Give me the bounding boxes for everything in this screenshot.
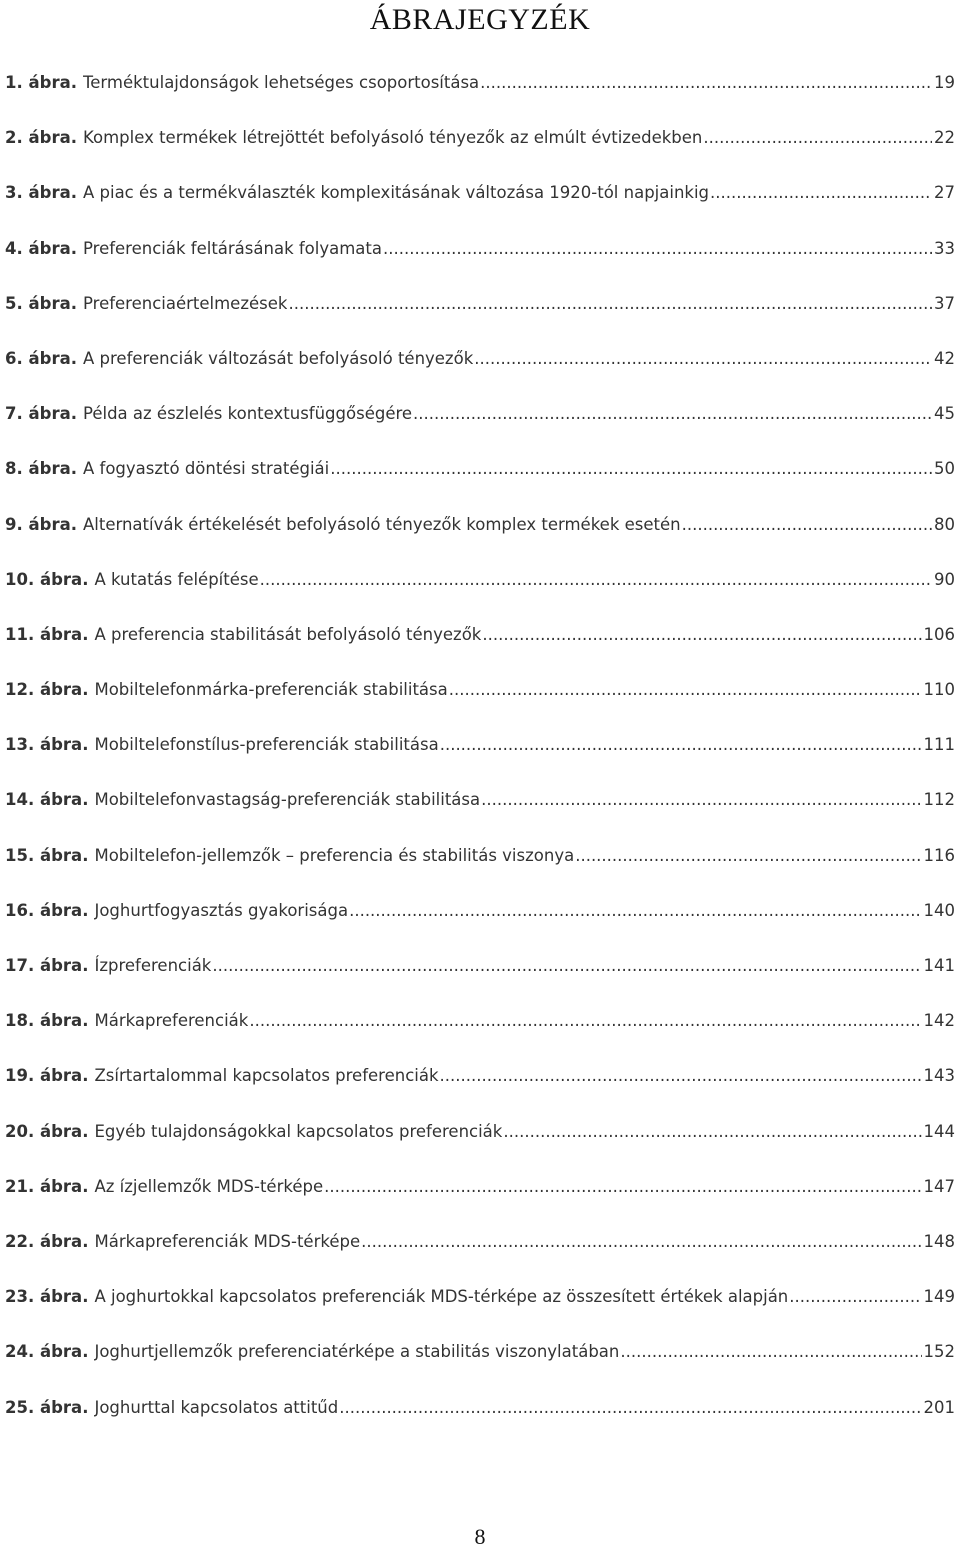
entry-number: 7. ábra. xyxy=(5,404,77,424)
entry-title: Zsírtartalommal kapcsolatos preferenciák xyxy=(94,1066,439,1086)
toc-entry[interactable] xyxy=(0,1390,960,1445)
dot-leader xyxy=(349,893,921,929)
entry-title: Komplex termékek létrejöttét befolyásoló tényezők az elmúlt évtizedekben xyxy=(82,128,703,148)
entry-page: 110 xyxy=(923,680,955,700)
entry-page: 111 xyxy=(923,735,955,755)
entry-title: A piac és a termékválaszték komplexitásának változása 1920-tól napjainkig xyxy=(82,183,710,203)
toc-entry[interactable] xyxy=(0,672,960,727)
entry-title: Mobiltelefonstílus-preferenciák stabilitása xyxy=(94,735,439,755)
entry-title: A joghurtokkal kapcsolatos preferenciák MDS-térképe az összesített értékek alapján xyxy=(94,1287,789,1307)
dot-leader xyxy=(474,341,932,377)
toc-entry[interactable] xyxy=(0,396,960,451)
entry-page: 112 xyxy=(923,790,955,810)
entry-number: 13. ábra. xyxy=(5,735,89,755)
toc-entry[interactable] xyxy=(0,1279,960,1334)
entry-title: Egyéb tulajdonságokkal kapcsolatos preferenciák xyxy=(94,1121,503,1141)
toc-entry[interactable] xyxy=(0,120,960,175)
entry-number: 21. ábra. xyxy=(5,1176,89,1196)
entry-title: Joghurtjellemzők preferenciatérképe a stabilitás viszonylatában xyxy=(94,1342,620,1362)
entry-page: 19 xyxy=(934,73,955,92)
entry-page: 141 xyxy=(923,956,955,975)
entry-page: 201 xyxy=(923,1397,955,1417)
entry-title: A kutatás felépítése xyxy=(94,569,259,589)
entry-number: 25. ábra. xyxy=(5,1397,89,1417)
entry-title: Márkapreferenciák xyxy=(94,1011,249,1031)
entry-number: 22. ábra. xyxy=(5,1231,89,1251)
toc-entry[interactable] xyxy=(0,838,960,893)
entry-page: 143 xyxy=(923,1066,955,1086)
entry-title: Mobiltelefonvastagság-preferenciák stabilitása xyxy=(94,790,481,810)
entry-number: 12. ábra. xyxy=(5,680,89,700)
dot-leader xyxy=(413,396,932,432)
dot-leader xyxy=(480,65,932,101)
entry-title: Mobiltelefon-jellemzők – preferencia és stabilitás viszonya xyxy=(94,845,575,865)
entry-number: 19. ábra. xyxy=(5,1066,89,1086)
dot-leader xyxy=(288,286,932,322)
entry-title: Ízpreferenciák xyxy=(94,956,212,975)
entry-title: Az ízjellemzők MDS-térképe xyxy=(94,1176,324,1196)
entry-page: 27 xyxy=(934,183,955,203)
entry-number: 9. ábra. xyxy=(5,514,77,534)
dot-leader xyxy=(575,838,921,874)
entry-page: 37 xyxy=(934,293,955,313)
entry-number: 17. ábra. xyxy=(5,956,89,975)
toc-entry[interactable] xyxy=(0,1334,960,1389)
dot-leader xyxy=(481,782,921,818)
entry-title: Márkapreferenciák MDS-térképe xyxy=(94,1231,361,1251)
entry-number: 11. ábra. xyxy=(5,624,89,644)
entry-page: 149 xyxy=(923,1287,955,1307)
dot-leader xyxy=(789,1279,921,1315)
entry-title: Alternatívák értékelését befolyásoló tényezők komplex termékek esetén xyxy=(82,514,681,534)
toc-entry[interactable] xyxy=(0,1114,960,1169)
toc-entry[interactable] xyxy=(0,727,960,782)
entry-page: 42 xyxy=(934,348,955,368)
dot-leader xyxy=(339,1390,921,1426)
toc-entry[interactable] xyxy=(0,948,960,1003)
dot-leader xyxy=(449,672,922,708)
entry-title: Preferenciaértelmezések xyxy=(82,293,288,313)
toc-entry[interactable] xyxy=(0,617,960,672)
entry-number: 1. ábra. xyxy=(5,73,77,92)
entry-number: 14. ábra. xyxy=(5,790,89,810)
toc-entry[interactable] xyxy=(0,1224,960,1279)
entry-page: 152 xyxy=(923,1342,955,1362)
toc-entry[interactable] xyxy=(0,893,960,948)
entry-number: 23. ábra. xyxy=(5,1287,89,1307)
entry-page: 33 xyxy=(934,238,955,258)
dot-leader xyxy=(260,562,932,598)
entry-page: 116 xyxy=(923,845,955,865)
toc-entry[interactable] xyxy=(0,231,960,286)
page-number: 8 xyxy=(474,1524,486,1549)
dot-leader xyxy=(361,1224,921,1260)
dot-leader xyxy=(212,948,921,984)
dot-leader xyxy=(440,727,922,763)
toc-entry[interactable] xyxy=(0,65,960,120)
dot-leader xyxy=(440,1058,922,1094)
entry-title: Joghurttal kapcsolatos attitűd xyxy=(94,1397,339,1417)
toc-entry[interactable] xyxy=(0,1003,960,1058)
toc-entry[interactable] xyxy=(0,341,960,396)
dot-leader xyxy=(383,231,932,267)
entry-title: Preferenciák feltárásának folyamata xyxy=(82,238,382,258)
entry-page: 147 xyxy=(923,1176,955,1196)
dot-leader xyxy=(620,1334,921,1370)
entry-number: 3. ábra. xyxy=(5,183,77,203)
dot-leader xyxy=(482,617,921,653)
entry-number: 16. ábra. xyxy=(5,900,89,920)
toc-entry[interactable] xyxy=(0,507,960,562)
toc-entry[interactable] xyxy=(0,562,960,617)
entry-title: A preferenciák változását befolyásoló tényezők xyxy=(82,348,474,368)
entry-number: 8. ábra. xyxy=(5,459,77,479)
entry-page: 142 xyxy=(923,1011,955,1031)
toc-entry[interactable] xyxy=(0,175,960,230)
entry-title: A preferencia stabilitását befolyásoló tényezők xyxy=(94,624,482,644)
page-title: ÁBRAJEGYZÉK xyxy=(369,3,591,36)
entry-number: 18. ábra. xyxy=(5,1011,89,1031)
entry-page: 80 xyxy=(934,514,955,534)
entry-title: A fogyasztó döntési stratégiái xyxy=(82,459,330,479)
entry-number: 15. ábra. xyxy=(5,845,89,865)
entry-title: Példa az észlelés kontextusfüggőségére xyxy=(82,404,413,424)
entry-page: 144 xyxy=(923,1121,955,1141)
entry-title: Joghurtfogyasztás gyakorisága xyxy=(94,900,349,920)
entry-number: 24. ábra. xyxy=(5,1342,89,1362)
dot-leader xyxy=(249,1003,921,1039)
entry-page: 45 xyxy=(934,404,955,424)
dot-leader xyxy=(503,1114,921,1150)
entry-page: 22 xyxy=(934,128,955,148)
entry-page: 90 xyxy=(934,569,955,589)
toc-entry[interactable] xyxy=(0,782,960,837)
dot-leader xyxy=(330,451,932,487)
entry-page: 50 xyxy=(934,459,955,479)
dot-leader xyxy=(682,507,932,543)
figure-list xyxy=(0,65,960,1445)
entry-page: 148 xyxy=(923,1231,955,1251)
dot-leader xyxy=(324,1169,921,1205)
toc-entry[interactable] xyxy=(0,1169,960,1224)
entry-page: 140 xyxy=(923,900,955,920)
entry-number: 6. ábra. xyxy=(5,348,77,368)
dot-leader xyxy=(703,120,932,156)
toc-entry[interactable] xyxy=(0,1058,960,1113)
entry-number: 20. ábra. xyxy=(5,1121,89,1141)
entry-number: 5. ábra. xyxy=(5,293,77,313)
toc-entry[interactable] xyxy=(0,286,960,341)
entry-number: 2. ábra. xyxy=(5,128,77,148)
entry-number: 10. ábra. xyxy=(5,569,89,589)
toc-entry[interactable] xyxy=(0,451,960,506)
entry-number: 4. ábra. xyxy=(5,238,77,258)
entry-title: Terméktulajdonságok lehetséges csoportosítása xyxy=(82,73,480,92)
entry-page: 106 xyxy=(923,624,955,644)
entry-title: Mobiltelefonmárka-preferenciák stabilitása xyxy=(94,680,448,700)
dot-leader xyxy=(710,175,932,211)
